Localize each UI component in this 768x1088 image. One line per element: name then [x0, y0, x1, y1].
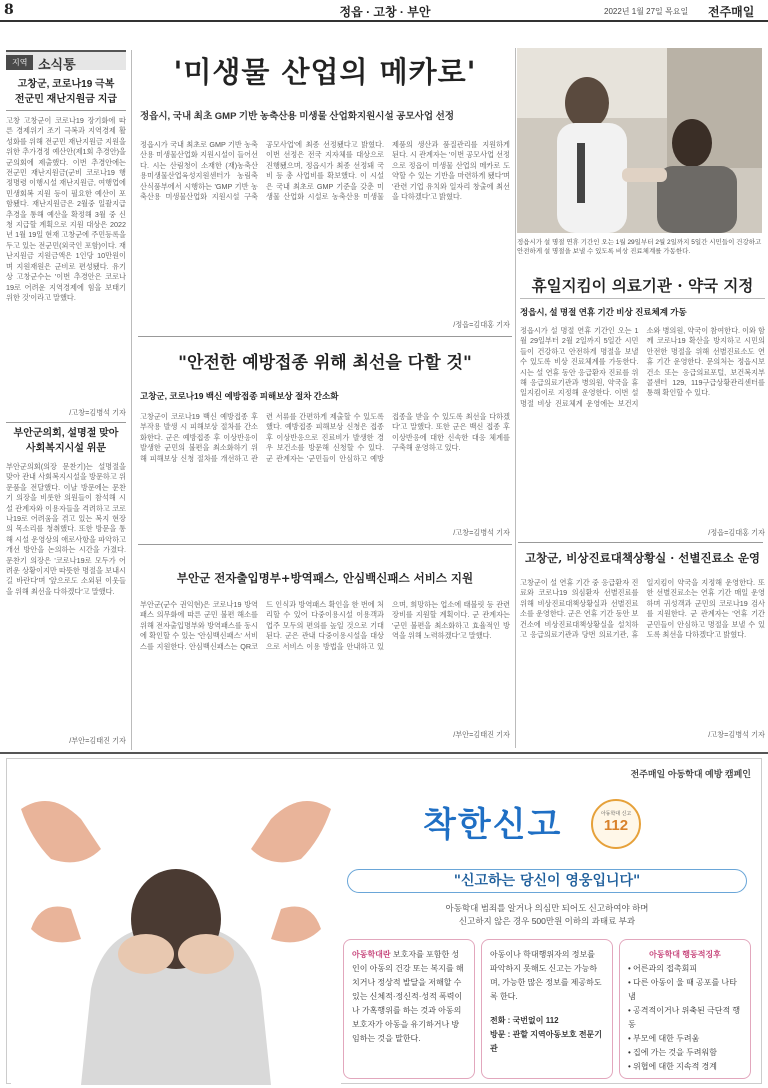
article-body: 부안군의회(의장 문찬기)는 설명절을 맞아 관내 사회복지시설을 방문하고 위문품을 전달했다. 이날 방문에는 문찬기 의장을 비롯한 의원들이 참석해 시설 관계자와 이용자들을 격려하고 코로나19로 어려움을 겪고 있는 복지 현장의 목소리를 청취했다. 또한 방문을 통해 시설 운영상의 애로사항을 파악하고 개선 방안을 논의하는 시간을 가졌다. 문찬기 의장은 '코로나19로 모두가 어려운 상황이지만 따뜻한 명절을 보내시길 바란다'며 '앞으로도 소외된 이웃들을 위해 최선을 다하겠다'고 말했다.: [6, 462, 126, 596]
byline: /고창=김병석 기자: [453, 528, 510, 537]
behavior-item: • 공격적이거나 위축된 극단적 행동: [628, 1006, 741, 1029]
article-title: 부안군의회, 설명절 맞아 사회복지시설 위문: [13, 428, 119, 454]
badge-number: 112: [603, 817, 629, 834]
section-title: 정읍 · 고창 · 부안: [339, 5, 431, 19]
article-subtitle: 고창군, 코로나19 백신 예방접종 피해보상 절차 간소화: [140, 391, 339, 401]
behavior-item: • 부모에 대한 두려움: [628, 1034, 700, 1043]
article-body: 정읍시가 설 명절 연휴 기간인 오는 1월 29일부터 2월 2일까지 5일간 시민들이 건강하고 안전하게 명절을 보낼 수 있도록 비상 진료체계를 가동한다. 시는 설 연휴 동안 응급환자 진료를 위해 응급의료기관과 병의원, 약국을 휴일지킴이로 지정해 운영한다. 이번 설 명절 비상 진료체계 운영에는 보건지소와 병의원, 약국이 참여한다. 이와 함께 코로나19 확산을 방지하고 시민의 안전한 명절을 위해 선별진료소도 연휴 기간 운영한다. 문의처는 정읍시보건소 또는 응급의료포털, 보건복지부 콜센터 129, 119구급상황관리센터를 통해 확인할 수 있다.: [520, 326, 765, 408]
ad-info-box: [481, 939, 613, 1079]
divider: [6, 110, 126, 111]
box-title: 아동학대 행동적징후: [649, 950, 721, 959]
divider: [520, 298, 765, 299]
article-title: 고창군, 코로나19 극복 전군민 재난지원금 지급: [14, 79, 118, 105]
ad-logo-text: 착한신고: [423, 805, 563, 845]
photo-caption: 정읍시가 설 명절 연휴 기간인 오는 1월 29일부터 2월 2일까지 5일간 시민들이 건강하고 안전하게 설 명절을 보낼 수 있도록 비상 진료체계를 가동한다.: [517, 239, 762, 255]
box-body: 아동이나 학대행위자의 정보를 파악하지 못해도 신고는 가능하며, 가능한 많은 정보를 제공하도록 한다.: [490, 950, 602, 1001]
byline: /정읍=김대홍 기자: [453, 320, 510, 329]
behavior-item: • 위협에 대한 지속적 경계: [628, 1062, 717, 1071]
article-headline: "안전한 예방접종 위해 최선을 다할 것": [178, 353, 472, 373]
article-body: 고창 고창군이 코로나19 장기화에 따른 경제위기 조기 극복과 지역경제 활성화를 위해 전군민 재난지원금 지원을 위한 추가경정 예산안(제1회 추경안)을 군의회에 제출했다. 이번 추경안에는 전군민 재난지원금(군비 코로나19 행정명령 이행시설 재난지원금, 여행업에 민생회복 지원 등이 필요한 예산이 포함됐다. 재난지원금은 2월중 일괄지급 추경을 통해 예산을 확정해 3월 중 신청 지급할 계획으로 지원 대상은 2022년 1월 19일 현재 고창군에 주민등록을 두고 있는 전군민(외국인 포함)이다. 재난지원금 지원금액은 1인당 10만원이며 지원재원은 군비로 편성됐다. 유기상 고창군수는 '이번 추경안은 코로나19로 어려운 지역경제에 힘을 보태기 위한 것'이라고 말했다.: [6, 116, 126, 302]
divider: [138, 544, 512, 545]
ad-description-line: 신고하지 않은 경우 500만원 이하의 과태료 부과: [458, 916, 636, 926]
box-title: 아동학대란: [352, 950, 391, 959]
phone-label: 전화 : 국번없이 112: [490, 1016, 559, 1025]
article-body: 고창군이 코로나19 백신 예방접종 후 부작용 발생 시 피해보상 절차를 간소화한다. 군은 예방접종 후 이상반응이 발생한 군민의 불편을 최소화하기 위해 피해보상 신청 절차를 개선하고 관련 서류를 간편하게 제출할 수 있도록 했다. 예방접종 피해보상 신청은 접종 후 이상반응으로 진료비가 발생한 경우 보건소를 방문해 신청할 수 있다. 군 관계자는 '군민들이 안심하고 예방접종을 받을 수 있도록 최선을 다하겠다'고 말했다. 또한 군은 백신 접종 후 이상반응에 대한 신속한 대응 체계를 구축해 운영하고 있다.: [140, 412, 510, 463]
divider: [138, 336, 512, 337]
region-tag: 지역: [6, 55, 33, 70]
ad-info-box: [619, 939, 751, 1079]
behavior-item: • 다른 아동이 울 때 공포를 나타냄: [628, 978, 737, 1001]
badge-caption: 아동학대 신고: [600, 811, 632, 817]
sidebar-title: 소식통: [38, 58, 76, 73]
box-body: 보호자를 포함한 성인이 아동의 건강 또는 복지를 해치거나 정상적 발달을 저해할 수 있는 신체적·정신적·성적 폭력이나 가혹행위를 하는 것과 아동의 보호자가 아동을 유기하거나 방임하는 것을 말한다.: [352, 950, 464, 1043]
column-divider: [131, 50, 132, 750]
byline: /정읍=김대홍 기자: [708, 528, 765, 537]
byline: /부안=김태진 기자: [453, 730, 510, 739]
byline: /부안=김태진 기자: [69, 736, 126, 745]
article-body: 부안군(군수 권익현)은 코로나19 방역패스 의무화에 따른 군민 불편 해소를 위해 전자출입명부와 방역패스를 동시에 확인할 수 있는 '안심백신패스' 서비스를 지원한다. 안심백신패스는 QR코드 인식과 방역패스 확인을 한 번에 처리할 수 있어 다중이용시설 이용객과 업주 모두의 편의를 높일 것으로 기대된다. 군은 관내 다중이용시설을 대상으로 서비스 이용 방법을 안내하고 있으며, 희망하는 업소에 태블릿 등 관련 장비를 지원할 계획이다. 군 관계자는 '군민 불편을 최소화하고 효율적인 방역을 위해 노력하겠다'고 말했다.: [140, 600, 510, 651]
byline: /고창=김병석 기자: [69, 408, 126, 417]
byline: /고창=김병석 기자: [708, 730, 765, 739]
ad-description-line: 아동학대 범죄를 알거나 의심만 되어도 신고하여야 하며: [445, 903, 649, 913]
main-body: 정읍시가 국내 최초로 GMP 기반 농축산용 미생물산업화 지원시설이 들어선다. 시는 산림청이 소재한 (재)농축산용미생물산업육성지원센터가 농림축산식품부에서 시행하는 'GMP 기반 농축산용 미생물산업화 지원시설 구축 공모사업'에 최종 선정됐다고 밝혔다. 이번 선정은 전국 지자체를 대상으로 진행됐으며, 정읍시가 최종 선정돼 국비 등 총 사업비를 확보했다. 이 시설은 국내 최초로 GMP 기준을 갖춘 미생물 산업화 시설로 농축산용 미생물 제품의 생산과 품질관리를 지원하게 된다. 시 관계자는 '이번 공모사업 선정으로 정읍이 미생물 산업의 메카로 도약할 수 있는 기반을 마련하게 됐다'며 '관련 기업 유치와 일자리 창출에 최선을 다하겠다'고 밝혔다.: [140, 140, 510, 202]
article-subtitle: 정읍시, 설 명절 연휴 기간 비상 진료체계 가동: [520, 307, 687, 317]
main-subtitle: 정읍시, 국내 최초 GMP 기반 농축산용 미생물 산업화지원시설 공모사업 선정: [140, 111, 454, 122]
publish-date: 2022년 1월 27일 목요일: [604, 7, 689, 16]
ad-logo-badge: [591, 799, 641, 849]
page-number: 8: [4, 2, 14, 18]
article-headline: 고창군, 비상진료대책상황실 · 선별진료소 운영: [524, 551, 761, 565]
ad-info-box: [343, 939, 475, 1079]
left-column: [6, 50, 126, 750]
ad-slogan: "신고하는 당신이 영웅입니다": [347, 869, 747, 893]
divider: [6, 422, 126, 423]
medical-photo: [517, 48, 762, 233]
article-body: 고창군이 설 연휴 기간 중 응급환자 진료와 코로나19 의심환자 선별진료를 위해 비상진료대책상황실과 선별진료소를 운영한다. 군은 연휴 기간 동안 보건소에 비상진료대책상황실을 설치하고 응급의료기관과 당번 의료기관, 휴일지킴이 약국을 지정해 운영한다. 또한 선별진료소는 연휴 기간 매일 운영하며 귀성객과 군민의 코로나19 검사를 지원한다. 군 관계자는 '연휴 기간 군민들이 안심하고 명절을 보낼 수 있도록 최선을 다하겠다'고 밝혔다.: [520, 578, 765, 640]
main-headline: '미생물 산업의 메카로': [173, 55, 477, 89]
section-divider: [0, 752, 768, 754]
crying-child-illustration: [11, 789, 341, 1085]
behavior-list: [628, 962, 742, 1074]
newspaper-brand: 전주매일: [708, 5, 755, 19]
column-divider: [515, 48, 516, 748]
ad-campaign: 전주매일 아동학대 예방 캠페인: [630, 769, 751, 779]
article-headline: 휴일지킴이 의료기관 · 약국 지정: [531, 276, 754, 295]
article-headline: 부안군 전자출입명부+방역패스, 안심백신패스 서비스 지원: [176, 571, 474, 585]
page-header: [0, 0, 768, 22]
medical-photo-illustration: [517, 48, 762, 233]
divider: [518, 542, 763, 543]
sidebar-header: [6, 50, 126, 73]
child-abuse-ad: [6, 758, 762, 1084]
visit-label: 방문 : 관할 지역아동보호 전문기관: [490, 1030, 603, 1053]
behavior-item: • 어른과의 접촉회피: [628, 964, 698, 973]
behavior-item: • 집에 가는 것을 두려워함: [628, 1048, 717, 1057]
